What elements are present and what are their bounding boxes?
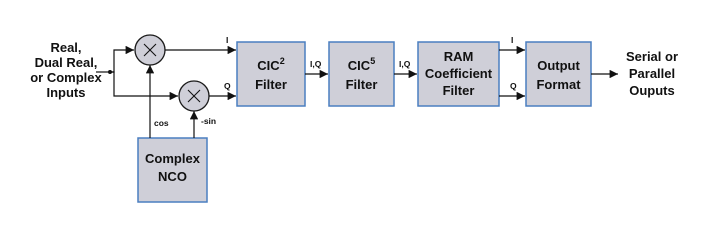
output-format-line-2: Format bbox=[536, 77, 581, 92]
signal-label-cos: cos bbox=[154, 118, 169, 128]
output-label-line-3: Ouputs bbox=[629, 83, 675, 98]
input-label-line-3: or Complex bbox=[30, 70, 102, 85]
output-format-box bbox=[526, 42, 591, 106]
ram-line-2: Coefficient bbox=[424, 66, 493, 81]
cic2-block bbox=[237, 42, 305, 106]
input-label-line-1: Real, bbox=[50, 40, 82, 55]
output-label bbox=[626, 49, 678, 98]
signal-label-sin: -sin bbox=[201, 116, 217, 126]
signal-label-q: Q bbox=[224, 81, 231, 91]
signal-label-ram-q: Q bbox=[510, 81, 517, 91]
input-label-line-4: Inputs bbox=[46, 85, 86, 100]
cic2-title: CIC$^2$ bbox=[257, 56, 285, 73]
signal-label-cic2-out: I,Q bbox=[310, 59, 322, 69]
output-label-line-1: Serial or bbox=[625, 49, 679, 64]
wire-to-i-mixer bbox=[110, 50, 134, 72]
cic5-title: CIC$^5$ bbox=[347, 56, 376, 73]
cic5-block bbox=[329, 42, 394, 106]
cic5-line-2: Filter bbox=[345, 77, 378, 92]
input-label-line-2: Dual Real, bbox=[34, 55, 98, 70]
output-format-line-1: Output bbox=[537, 58, 580, 73]
nco-block bbox=[138, 138, 207, 202]
signal-label-cic5-out: I,Q bbox=[399, 59, 411, 69]
i-mixer bbox=[135, 35, 165, 65]
input-label bbox=[30, 40, 102, 100]
wire-to-q-mixer bbox=[110, 72, 178, 96]
ram-block bbox=[418, 42, 499, 106]
cic5-box bbox=[329, 42, 394, 106]
cic2-line-2: Filter bbox=[255, 77, 287, 92]
signal-label-ram-i: I bbox=[511, 35, 514, 45]
q-mixer bbox=[179, 81, 209, 111]
nco-line-2: NCO bbox=[158, 169, 187, 184]
nco-line-1: Complex bbox=[145, 151, 200, 166]
cic2-box bbox=[237, 42, 305, 106]
signal-label-i: I bbox=[226, 35, 229, 45]
ram-line-1: RAM bbox=[443, 49, 474, 64]
ram-line-3: Filter bbox=[442, 83, 475, 98]
output-label-line-2: Parallel bbox=[628, 66, 676, 81]
output-format-block bbox=[526, 42, 591, 106]
